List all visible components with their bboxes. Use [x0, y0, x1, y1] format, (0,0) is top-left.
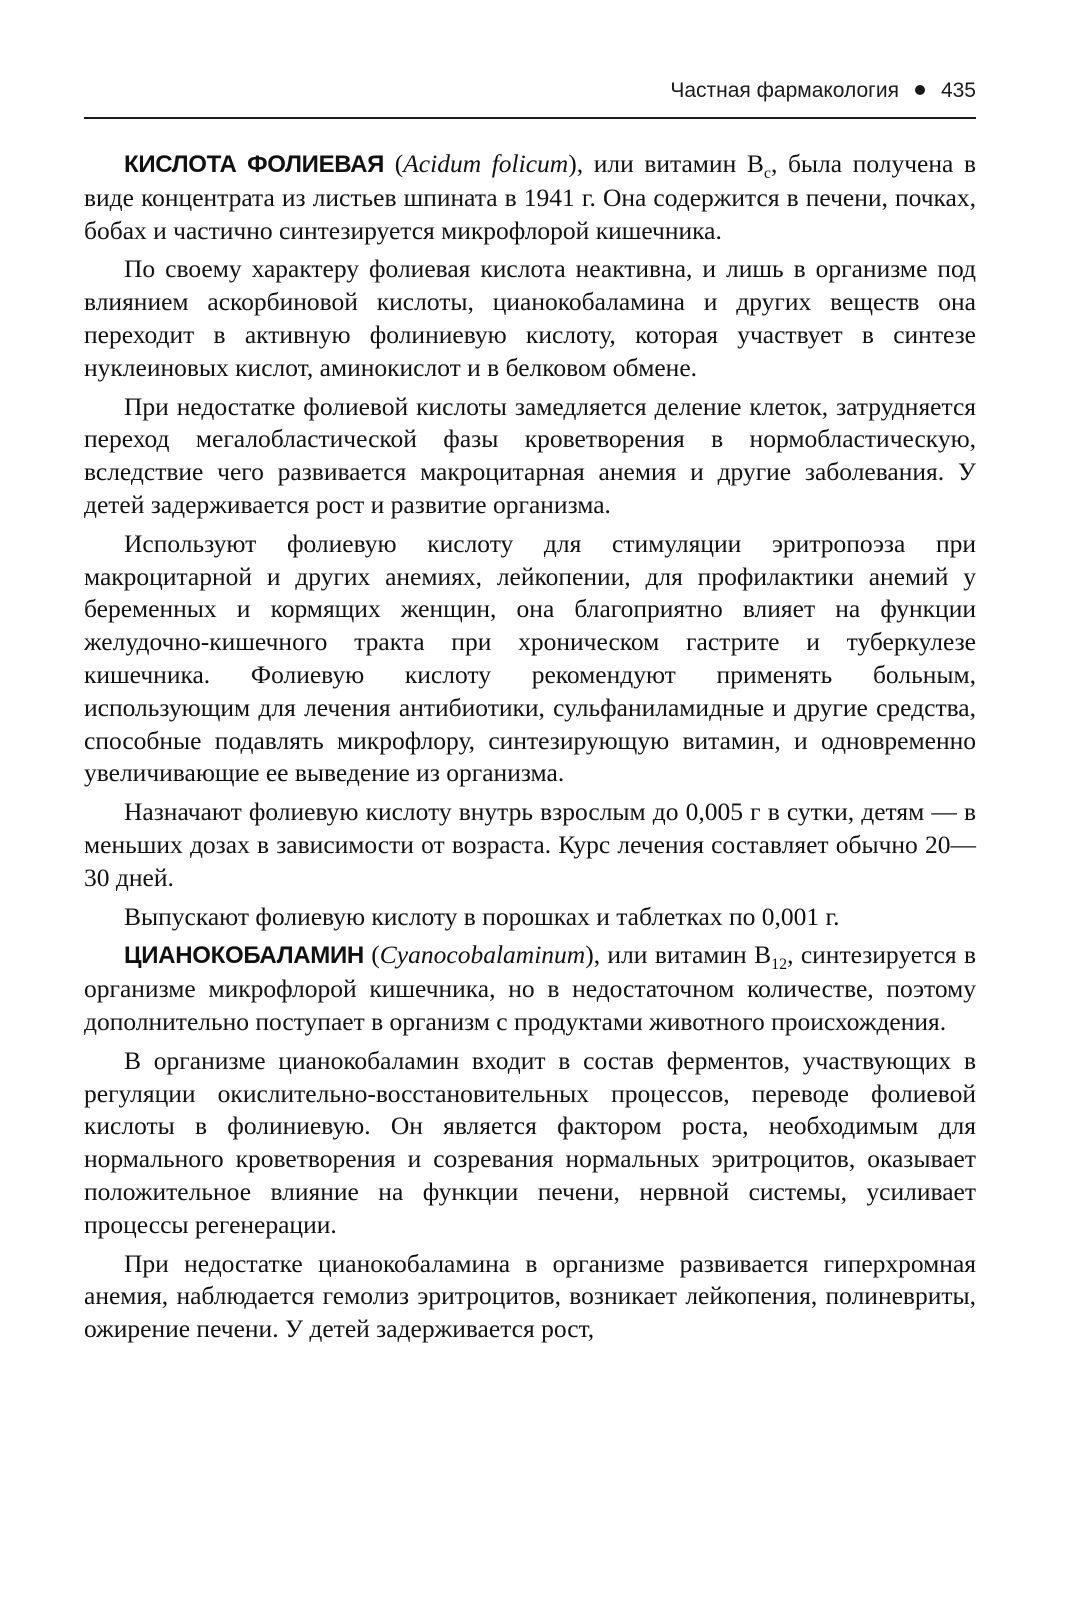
- body-text: [84, 148, 976, 1352]
- paragraph: При недостатке цианокобаламина в организме развивается гиперхромная анемия, наблюдается гемолиз эритроцитов, возникает лейкопения, полиневриты, ожирение печени. У детей задерживается рост,: [84, 1248, 976, 1344]
- drug-term: КИСЛОТА ФОЛИЕВАЯ: [124, 151, 385, 178]
- drug-term: ЦИАНОКОБАЛАМИН: [124, 942, 364, 970]
- paragraph: Используют фолиевую кислоту для стимуляции эритропоэза при макроцитарной и других анемиях, лейкопении, для профилактики анемий у беременных и кормящих женщин, она благоприятно влияет на функции желудочно-кишечного тракта при хроническом гастрите и туберкулезе кишечника. Фолиевую кислоту рекомендуют применять больным, использующим для лечения антибиотики, сульфаниламидные и другие средства, способные подавлять микрофлору, синтезирующую витамин, и одновременно увеличивающие ее выведение из организма.: [84, 528, 976, 788]
- page-number: 435: [940, 79, 976, 102]
- paragraph-folic-acid-intro: КИСЛОТА ФОЛИЕВАЯ (Acidum folicum), или витамин $B_c$, была получена в виде концентрата из листьев шпината в 1941 г. Она содержится в печени, почках, бобах и частично синтезируется микрофлорой кишечника.: [84, 149, 976, 245]
- bullet-separator-icon: [915, 85, 925, 95]
- paragraph-text: , синтезируется в организме микрофлорой кишечника, но в недостаточном количестве, поэтому дополнительно поступает в организм с продуктами животного происхождения.: [84, 940, 976, 1036]
- paragraph-text: , была получена в виде концентрата из листьев шпината в 1941 г. Она содержится в печени, почках, бобах и частично синтезируется микрофлорой кишечника.: [84, 149, 976, 245]
- latin-name: Acidum folicum: [403, 149, 569, 178]
- paragraph: В организме цианокобаламин входит в состав ферментов, участвующих в регуляции окислительно-восстановительных процессов, переводе фолиевой кислоты в фолиниевую. Он является фактором роста, необходимым для нормального кроветворения и созревания нормальных эритроцитов, оказывает положительное влияние на функции печени, нервной системы, усиливает процессы регенерации.: [84, 1045, 976, 1239]
- paragraph: Выпускают фолиевую кислоту в порошках и таблетках по 0,001 г.: [124, 901, 840, 931]
- vitamin-subscript: 12: [771, 956, 788, 974]
- latin-name: Cyanocobalaminum: [379, 940, 586, 970]
- paragraph-cyanocobalamin-intro: ЦИАНОКОБАЛАМИН (Cyanocobalaminum), или витамин $B_{12}$, синтезируется в организме микрофлорой кишечника, но в недостаточном количестве, поэтому дополнительно поступает в организм с продуктами животного происхождения.: [84, 940, 976, 1036]
- header-rule: [84, 117, 976, 119]
- paragraph-text: ), или витамин B: [585, 940, 772, 970]
- paragraph: При недостатке фолиевой кислоты замедляется деление клеток, затрудняется переход мегалобластической фазы кроветворения в нормобластическую, вследствие чего развивается макроцитарная анемия и другие заболевания. У детей задерживается рост и развитие организма.: [84, 391, 976, 519]
- vitamin-subscript: c: [763, 165, 771, 183]
- running-head: [670, 78, 976, 104]
- paragraph: Назначают фолиевую кислоту внутрь взрослым до 0,005 г в сутки, детям — в меньших дозах в зависимости от возраста. Курс лечения составляет обычно 20—30 дней.: [84, 797, 976, 892]
- paragraph-text: ), или витамин B: [568, 149, 764, 178]
- paragraph: По своему характеру фолиевая кислота неактивна, и лишь в организме под влиянием аскорбиновой кислоты, цианокобаламина и других веществ она переходит в активную фолиниевую кислоту, которая участвует в синтезе нуклеиновых кислот, аминокислот и в белковом обмене.: [84, 254, 976, 382]
- section-title: Частная фармакология: [670, 79, 899, 102]
